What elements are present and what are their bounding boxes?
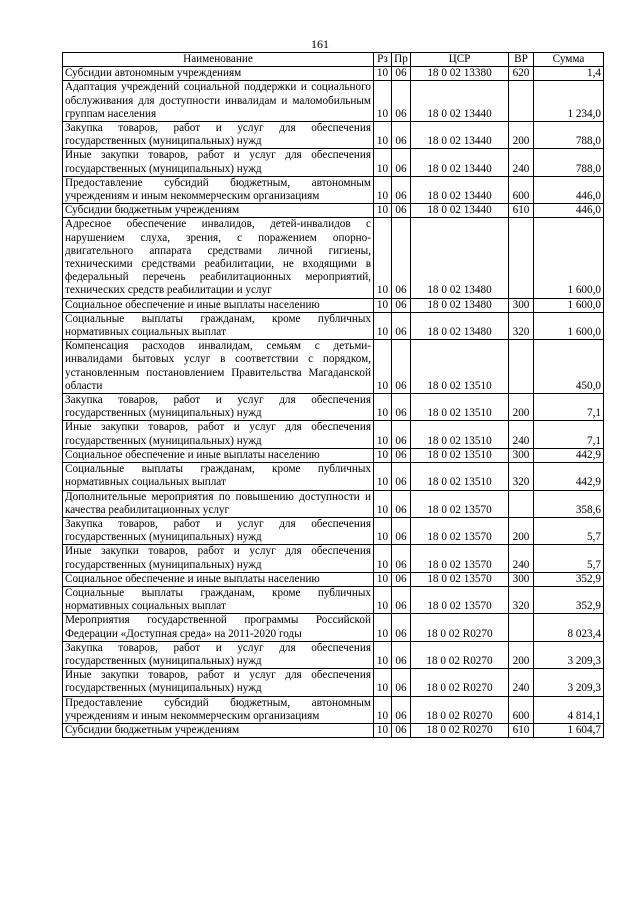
name-cell: Социальные выплаты гражданам, кроме публичных нормативных социальных выплат [63, 586, 374, 613]
csr-cell: 18 0 02 13510 [411, 340, 509, 394]
csr-cell: 18 0 02 13440 [411, 81, 509, 122]
rz-cell: 10 [374, 448, 392, 462]
csr-cell: 18 0 02 13570 [411, 517, 509, 544]
pr-cell: 06 [392, 614, 411, 641]
name-cell: Предоставление субсидий бюджетным, автономным учреждениям и иным некоммерческим организациям [63, 176, 374, 203]
table-row [63, 448, 604, 462]
csr-cell: 18 0 02 13510 [411, 463, 509, 490]
sum-cell: 352,9 [534, 586, 604, 613]
vr-cell: 320 [509, 586, 534, 613]
table-row [63, 490, 604, 517]
pr-cell: 06 [392, 586, 411, 613]
column-header-name: Наименование [63, 53, 374, 67]
name-cell: Иные закупки товаров, работ и услуг для обеспечения государственных (муниципальных) нужд [63, 149, 374, 176]
pr-cell: 06 [392, 204, 411, 218]
rz-cell: 10 [374, 204, 392, 218]
pr-cell: 06 [392, 641, 411, 668]
table-row [63, 122, 604, 149]
name-cell: Социальные выплаты гражданам, кроме публичных нормативных социальных выплат [63, 312, 374, 339]
name-cell: Субсидии бюджетным учреждениям [63, 204, 374, 218]
rz-cell: 10 [374, 149, 392, 176]
pr-cell: 06 [392, 81, 411, 122]
name-cell: Закупка товаров, работ и услуг для обеспечения государственных (муниципальных) нужд [63, 394, 374, 421]
table-row [63, 298, 604, 312]
table-row [63, 669, 604, 696]
rz-cell: 10 [374, 463, 392, 490]
table-row [63, 176, 604, 203]
vr-cell: 610 [509, 723, 534, 737]
rz-cell: 10 [374, 298, 392, 312]
vr-cell: 200 [509, 517, 534, 544]
vr-cell [509, 218, 534, 298]
pr-cell: 06 [392, 490, 411, 517]
sum-cell: 442,9 [534, 463, 604, 490]
table-row [63, 340, 604, 394]
column-header-rz: Рз [374, 53, 392, 67]
sum-cell: 1 600,0 [534, 312, 604, 339]
pr-cell: 06 [392, 517, 411, 544]
vr-cell [509, 490, 534, 517]
vr-cell: 240 [509, 669, 534, 696]
name-cell: Иные закупки товаров, работ и услуг для обеспечения государственных (муниципальных) нужд [63, 421, 374, 448]
sum-cell: 1 600,0 [534, 218, 604, 298]
vr-cell: 320 [509, 463, 534, 490]
sum-cell: 788,0 [534, 149, 604, 176]
vr-cell: 240 [509, 421, 534, 448]
vr-cell: 200 [509, 394, 534, 421]
vr-cell [509, 614, 534, 641]
name-cell: Социальное обеспечение и иные выплаты населению [63, 572, 374, 586]
csr-cell: 18 0 02 R0270 [411, 614, 509, 641]
sum-cell: 788,0 [534, 122, 604, 149]
rz-cell: 10 [374, 490, 392, 517]
rz-cell: 10 [374, 176, 392, 203]
sum-cell: 1,4 [534, 67, 604, 81]
sum-cell: 3 209,3 [534, 669, 604, 696]
table-row [63, 545, 604, 572]
name-cell: Субсидии автономным учреждениям [63, 67, 374, 81]
pr-cell: 06 [392, 723, 411, 737]
table-row [63, 67, 604, 81]
rz-cell: 10 [374, 394, 392, 421]
pr-cell: 06 [392, 149, 411, 176]
pr-cell: 06 [392, 545, 411, 572]
pr-cell: 06 [392, 669, 411, 696]
table-row [63, 723, 604, 737]
rz-cell: 10 [374, 421, 392, 448]
table-row [63, 394, 604, 421]
vr-cell: 240 [509, 545, 534, 572]
pr-cell: 06 [392, 298, 411, 312]
pr-cell: 06 [392, 122, 411, 149]
vr-cell: 610 [509, 204, 534, 218]
csr-cell: 18 0 02 13380 [411, 67, 509, 81]
pr-cell: 06 [392, 218, 411, 298]
rz-cell: 10 [374, 641, 392, 668]
table-row [63, 149, 604, 176]
table-row [63, 312, 604, 339]
pr-cell: 06 [392, 696, 411, 723]
column-header-pr: Пр [392, 53, 411, 67]
sum-cell: 450,0 [534, 340, 604, 394]
name-cell: Предоставление субсидий бюджетным, автономным учреждениям и иным некоммерческим организациям [63, 696, 374, 723]
rz-cell: 10 [374, 67, 392, 81]
rz-cell: 10 [374, 572, 392, 586]
sum-cell: 5,7 [534, 545, 604, 572]
pr-cell: 06 [392, 312, 411, 339]
rz-cell: 10 [374, 517, 392, 544]
pr-cell: 06 [392, 448, 411, 462]
column-header-sum: Сумма [534, 53, 604, 67]
pr-cell: 06 [392, 176, 411, 203]
sum-cell: 7,1 [534, 421, 604, 448]
vr-cell: 300 [509, 572, 534, 586]
rz-cell: 10 [374, 340, 392, 394]
name-cell: Иные закупки товаров, работ и услуг для обеспечения государственных (муниципальных) нужд [63, 545, 374, 572]
rz-cell: 10 [374, 723, 392, 737]
csr-cell: 18 0 02 13480 [411, 298, 509, 312]
vr-cell: 300 [509, 298, 534, 312]
csr-cell: 18 0 02 R0270 [411, 723, 509, 737]
sum-cell: 8 023,4 [534, 614, 604, 641]
name-cell: Социальное обеспечение и иные выплаты населению [63, 298, 374, 312]
table-row [63, 696, 604, 723]
table-row [63, 517, 604, 544]
csr-cell: 18 0 02 13440 [411, 149, 509, 176]
sum-cell: 1 234,0 [534, 81, 604, 122]
csr-cell: 18 0 02 13440 [411, 204, 509, 218]
csr-cell: 18 0 02 13480 [411, 218, 509, 298]
table-row [63, 81, 604, 122]
pr-cell: 06 [392, 394, 411, 421]
pr-cell: 06 [392, 572, 411, 586]
rz-cell: 10 [374, 218, 392, 298]
csr-cell: 18 0 02 R0270 [411, 669, 509, 696]
sum-cell: 7,1 [534, 394, 604, 421]
table-row [63, 463, 604, 490]
csr-cell: 18 0 02 13480 [411, 312, 509, 339]
vr-cell: 200 [509, 122, 534, 149]
sum-cell: 352,9 [534, 572, 604, 586]
name-cell: Закупка товаров, работ и услуг для обеспечения государственных (муниципальных) нужд [63, 641, 374, 668]
csr-cell: 18 0 02 13440 [411, 176, 509, 203]
rz-cell: 10 [374, 545, 392, 572]
sum-cell: 446,0 [534, 176, 604, 203]
name-cell: Дополнительные мероприятия по повышению доступности и качества реабилитационных услуг [63, 490, 374, 517]
name-cell: Иные закупки товаров, работ и услуг для обеспечения государственных (муниципальных) нужд [63, 669, 374, 696]
vr-cell [509, 81, 534, 122]
rz-cell: 10 [374, 696, 392, 723]
csr-cell: 18 0 02 13570 [411, 572, 509, 586]
rz-cell: 10 [374, 312, 392, 339]
csr-cell: 18 0 02 13510 [411, 421, 509, 448]
name-cell: Социальное обеспечение и иные выплаты населению [63, 448, 374, 462]
rz-cell: 10 [374, 81, 392, 122]
pr-cell: 06 [392, 463, 411, 490]
name-cell: Социальные выплаты гражданам, кроме публичных нормативных социальных выплат [63, 463, 374, 490]
sum-cell: 1 600,0 [534, 298, 604, 312]
rz-cell: 10 [374, 614, 392, 641]
column-header-csr: ЦСР [411, 53, 509, 67]
sum-cell: 5,7 [534, 517, 604, 544]
budget-table [62, 52, 604, 738]
table-row [63, 572, 604, 586]
table-row [63, 641, 604, 668]
vr-cell: 320 [509, 312, 534, 339]
name-cell: Адаптация учреждений социальной поддержки и социального обслуживания для доступности инвалидам и маломобильным группам населения [63, 81, 374, 122]
table-header-row [63, 53, 604, 67]
csr-cell: 18 0 02 13510 [411, 394, 509, 421]
pr-cell: 06 [392, 421, 411, 448]
table-row [63, 204, 604, 218]
rz-cell: 10 [374, 586, 392, 613]
sum-cell: 358,6 [534, 490, 604, 517]
name-cell: Закупка товаров, работ и услуг для обеспечения государственных (муниципальных) нужд [63, 517, 374, 544]
sum-cell: 3 209,3 [534, 641, 604, 668]
csr-cell: 18 0 02 R0270 [411, 696, 509, 723]
csr-cell: 18 0 02 13510 [411, 448, 509, 462]
table-row [63, 218, 604, 298]
vr-cell: 240 [509, 149, 534, 176]
name-cell: Субсидии бюджетным учреждениям [63, 723, 374, 737]
sum-cell: 4 814,1 [534, 696, 604, 723]
table-row [63, 586, 604, 613]
vr-cell: 600 [509, 696, 534, 723]
vr-cell [509, 340, 534, 394]
vr-cell: 200 [509, 641, 534, 668]
table-row [63, 421, 604, 448]
name-cell: Адресное обеспечение инвалидов, детей-инвалидов с нарушением слуха, зрения, с поражением опорно-двигательного аппарата средствами личной гигиены, техническими средствами реабилитации, не входящими в федеральный перечень реабилитационных мероприятий, технических средств реабилитации и услуг [63, 218, 374, 298]
csr-cell: 18 0 02 R0270 [411, 641, 509, 668]
table-row [63, 614, 604, 641]
sum-cell: 446,0 [534, 204, 604, 218]
vr-cell: 600 [509, 176, 534, 203]
column-header-vr: ВР [509, 53, 534, 67]
csr-cell: 18 0 02 13440 [411, 122, 509, 149]
vr-cell: 620 [509, 67, 534, 81]
table-body [63, 67, 604, 738]
vr-cell: 300 [509, 448, 534, 462]
csr-cell: 18 0 02 13570 [411, 586, 509, 613]
page-number: 161 [311, 37, 329, 51]
name-cell: Компенсация расходов инвалидам, семьям с детьми-инвалидами бытовых услуг в соответствии с порядком, установленным постановлением Правительства Магаданской области [63, 340, 374, 394]
name-cell: Закупка товаров, работ и услуг для обеспечения государственных (муниципальных) нужд [63, 122, 374, 149]
rz-cell: 10 [374, 669, 392, 696]
pr-cell: 06 [392, 67, 411, 81]
csr-cell: 18 0 02 13570 [411, 490, 509, 517]
sum-cell: 1 604,7 [534, 723, 604, 737]
csr-cell: 18 0 02 13570 [411, 545, 509, 572]
sum-cell: 442,9 [534, 448, 604, 462]
rz-cell: 10 [374, 122, 392, 149]
pr-cell: 06 [392, 340, 411, 394]
name-cell: Мероприятия государственной программы Российской Федерации «Доступная среда» на 2011-2020 годы [63, 614, 374, 641]
